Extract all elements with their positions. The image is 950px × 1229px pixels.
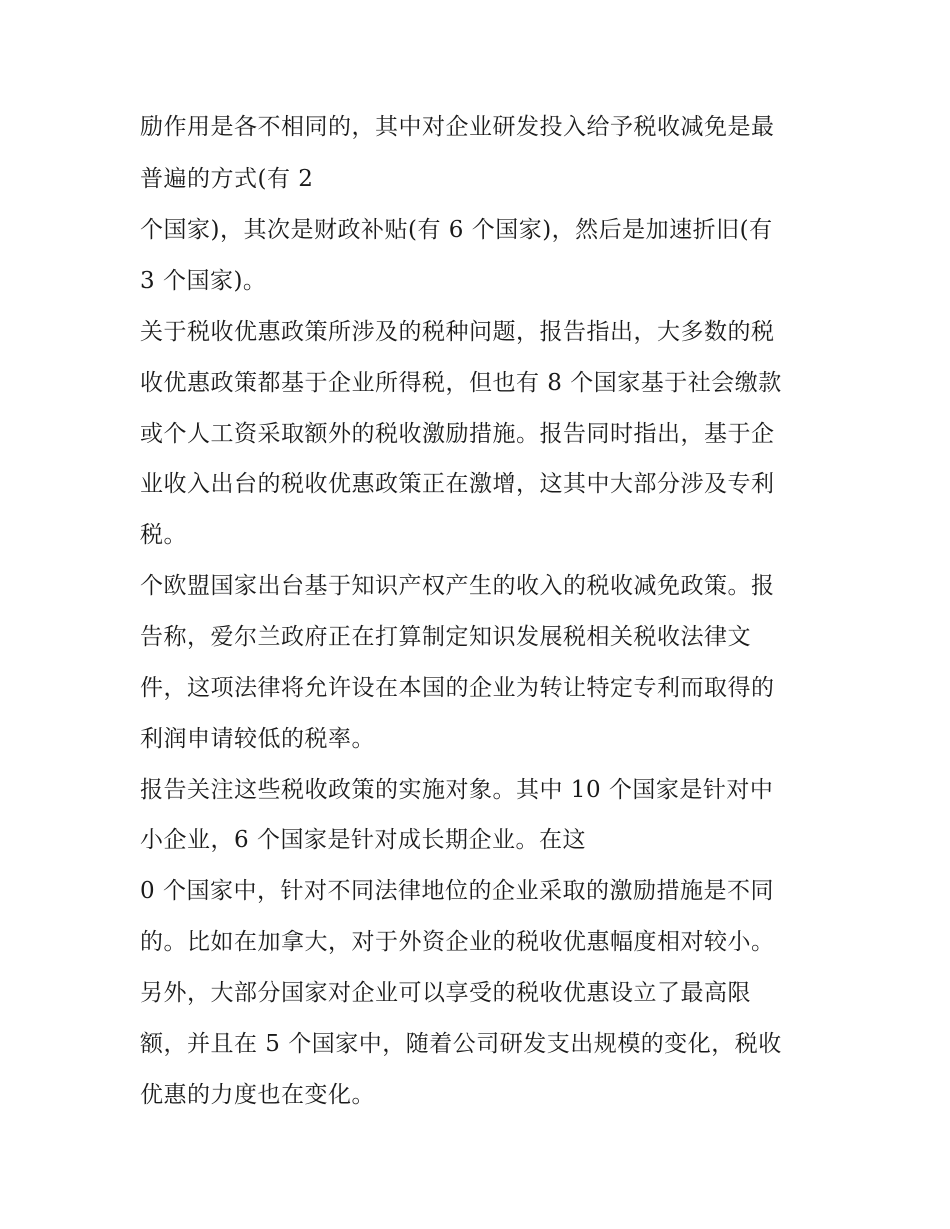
text-line: 业收入出台的税收优惠政策正在激增，这其中大部分涉及专利 [140,471,775,497]
text-line: 优惠的力度也在变化。 [140,1082,375,1108]
text-line: 的。比如在加拿大，对于外资企业的税收优惠幅度相对较小。 [140,929,775,955]
text-line: 另外，大部分国家对企业可以享受的税收优惠设立了最高限 [140,980,751,1006]
text-line: 励作用是各不相同的，其中对企业研发投入给予税收减免是最 [140,114,775,140]
text-line: 件，这项法律将允许设在本国的企业为转让特定专利而取得的 [140,675,775,701]
text-line: 个国家)，其次是财政补贴(有 6 个国家)，然后是加速折旧(有 [140,217,773,243]
text-line: 3 个国家)。 [140,268,267,294]
text-line: 普遍的方式(有 2 [140,166,314,192]
text-line: 税。 [140,522,187,548]
text-line: 或个人工资采取额外的税收激励措施。报告同时指出，基于企 [140,421,775,447]
text-line: 0 个国家中，针对不同法律地位的企业采取的激励措施是不同 [140,878,774,904]
text-line: 收优惠政策都基于企业所得税，但也有 8 个国家基于社会缴款 [140,370,782,396]
text-line: 个欧盟国家出台基于知识产权产生的收入的税收减免政策。报 [140,573,775,599]
text-line: 报告关注这些税收政策的实施对象。其中 10 个国家是针对中 [140,777,774,803]
text-line: 利润申请较低的税率。 [140,726,375,752]
text-line: 额，并且在 5 个国家中，随着公司研发支出规模的变化，税收 [140,1031,782,1057]
text-line: 关于税收优惠政策所涉及的税种问题，报告指出，大多数的税 [140,319,775,345]
text-line: 小企业，6 个国家是针对成长期企业。在这 [140,827,586,853]
text-line: 告称，爱尔兰政府正在打算制定知识发展税相关税收法律文 [140,624,751,650]
